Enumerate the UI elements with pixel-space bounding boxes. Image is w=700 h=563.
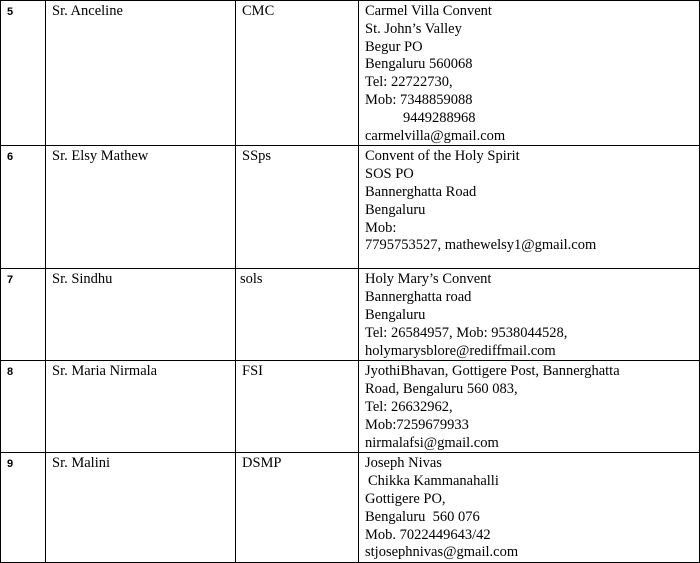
address-line: St. John’s Valley <box>365 20 462 37</box>
address-line: Bannerghatta Road <box>365 183 477 200</box>
address-line: Mob: 7348859088 <box>365 91 473 108</box>
row-number: 5 <box>1 1 46 146</box>
address-line: Carmel Villa Convent <box>365 3 492 19</box>
member-name: Sr. Elsy Mathew <box>46 146 236 269</box>
congregation: CMC <box>236 1 359 146</box>
address-line: 9449288968 <box>403 109 476 126</box>
address-cell <box>359 269 700 361</box>
address-line: Holy Mary’s Convent <box>365 271 492 288</box>
address-line: Road, Bengaluru 560 083, <box>365 381 518 398</box>
address-line: Tel: 22722730, <box>365 74 453 91</box>
address-line: Mob:7259679933 <box>365 416 469 433</box>
member-name: Sr. Maria Nirmala <box>46 361 236 453</box>
table-row <box>1 269 700 361</box>
address-line: Mob. 7022449643/42 <box>365 526 491 543</box>
address-line: Bengaluru <box>365 201 426 218</box>
address-line: SOS PO <box>365 166 414 183</box>
address-line: Bengaluru <box>365 306 426 323</box>
congregation: sols <box>236 269 359 361</box>
email-line: stjosephnivas@gmail.com <box>365 544 519 561</box>
address-line: Chikka Kammanahalli <box>368 473 499 490</box>
member-name: Sr. Malini <box>46 453 236 563</box>
member-name: Sr. Sindhu <box>46 269 236 361</box>
address-cell <box>359 361 700 453</box>
email-line: nirmalafsi@gmail.com <box>365 434 499 451</box>
address-line: 7795753527, mathewelsy1@gmail.com <box>365 237 597 254</box>
row-number: 6 <box>1 146 46 269</box>
row-number: 7 <box>1 269 46 361</box>
address-line: Joseph Nivas <box>365 455 442 472</box>
address-line: Bannerghatta road <box>365 289 472 306</box>
table-row <box>1 146 700 269</box>
address-line: Mob: <box>365 219 397 236</box>
address-line: Bengaluru 560 076 <box>365 508 480 525</box>
address-cell <box>359 1 700 146</box>
table-row <box>1 361 700 453</box>
address-line: Gottigere PO, <box>365 490 446 507</box>
address-line: Convent of the Holy Spirit <box>365 148 520 165</box>
address-cell <box>359 453 700 563</box>
email-line: carmelvilla@gmail.com <box>365 127 506 144</box>
email-line: holymarysblore@rediffmail.com <box>365 342 556 359</box>
address-line: Tel: 26632962, <box>365 398 453 415</box>
member-name: Sr. Anceline <box>46 1 236 146</box>
congregation: DSMP <box>236 453 359 563</box>
row-number: 8 <box>1 361 46 453</box>
row-number: 9 <box>1 453 46 563</box>
congregation: SSps <box>236 146 359 269</box>
address-line: Tel: 26584957, Mob: 9538044528, <box>365 324 568 341</box>
address-line: Bengaluru 560068 <box>365 56 473 73</box>
address-line: Begur PO <box>365 38 423 55</box>
table-row <box>1 453 700 563</box>
table-row <box>1 1 700 146</box>
congregation: FSI <box>236 361 359 453</box>
address-line: JyothiBhavan, Gottigere Post, Bannerghatta <box>365 363 620 380</box>
address-cell <box>359 146 700 269</box>
